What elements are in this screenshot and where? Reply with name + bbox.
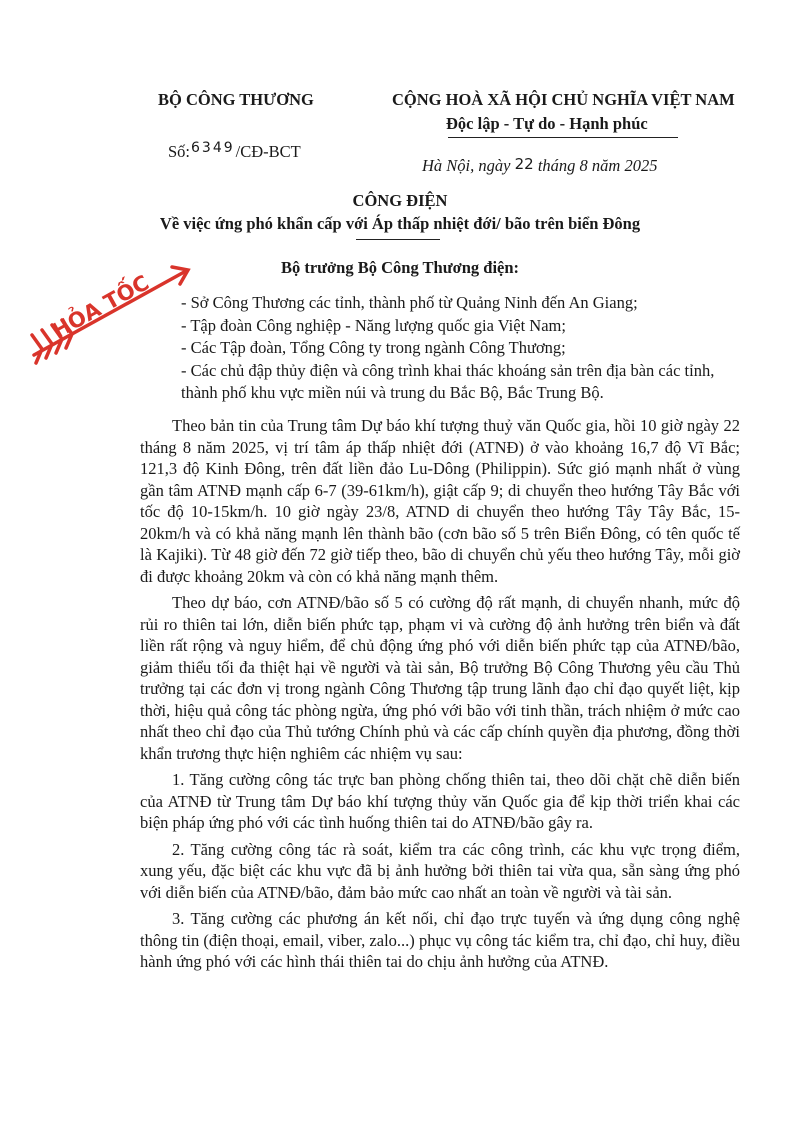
document-type: CÔNG ĐIỆN (352, 191, 448, 210)
task-item-1: 1. Tăng cường công tác trực ban phòng chống thiên tai, theo dõi chặt chẽ diễn biến của ATNĐ từ Trung tâm Dự báo khí tượng thủy văn Quốc gia để kịp thời triển khai các biện pháp ứng phó với các tình huống thiên tai do ATNĐ/bão gây ra. (140, 770, 740, 832)
handwritten-day: 22 (514, 155, 534, 173)
document-number (168, 142, 301, 162)
recipient-item: - Sở Công Thương các tỉnh, thành phố từ Quảng Ninh đến An Giang; (181, 293, 638, 312)
subject-underline (356, 239, 440, 240)
task-item-2: 2. Tăng cường công tác rà soát, kiểm tra các công trình, các khu vực trọng điểm, xung yếu, đặc biệt các khu vực đã bị ảnh hưởng bởi thiên tai vừa qua, sẵn sàng ứng phó với diễn biến của ATNĐ/bão, đảm bảo mức cao nhất an toàn về người và tài sản. (140, 839, 740, 902)
recipient-item: - Các chủ đập thủy điện và công trình khai thác khoáng sản trên địa bàn các tỉnh, thành phố khu vực miền núi và trung du Bắc Bộ, Bắc Trung Bộ. (181, 360, 715, 402)
body-paragraph: Theo dự báo, cơn ATNĐ/bão số 5 có cường độ rất mạnh, di chuyển nhanh, mức độ rủi ro thiên tai lớn, diễn biến phức tạp, phạm vi và cường độ ảnh hưởng trên biển và đất liền rất rộng và nguy hiểm, để chủ động ứng phó với diễn biến phức tạp của ATNĐ/bão, giảm thiểu tối đa thiệt hại về người và tài sản, Bộ trưởng Bộ Công Thương yêu cầu Thủ trưởng tại các đơn vị trong ngành Công Thương tập trung lãnh đạo chỉ đạo quyết liệt, kịp thời, hiệu quả công tác phòng ngừa, ứng phó với bão với tinh thần, trách nhiệm ở mức cao nhất theo chỉ đạo của Thủ tướng Chính phủ và các cấp chính quyền địa phương, đồng thời khẩn trương thực hiện nghiêm các nhiệm vụ sau: (140, 593, 740, 763)
issuing-ministry: BỘ CÔNG THƯƠNG (158, 90, 314, 109)
number-suffix: /CĐ-BCT (235, 142, 301, 161)
recipient-item: - Các Tập đoàn, Tổng Công ty trong ngành Công Thương; (181, 338, 566, 357)
motto-underline (448, 137, 678, 138)
addresser-line: Bộ trưởng Bộ Công Thương điện: (280, 258, 520, 277)
place-date (422, 156, 657, 176)
task-item-3: 3. Tăng cường các phương án kết nối, chỉ đạo trực tuyến và ứng dụng công nghệ thông tin (điện thoại, email, viber, zalo...) phục vụ công tác kiểm tra, chỉ đạo, chỉ huy, điều hành ứng phó với các hình thái thiên tai do chịu ảnh hưởng của ATNĐ. (140, 909, 740, 971)
place-date-suffix: tháng 8 năm 2025 (537, 156, 658, 175)
national-motto: Độc lập - Tự do - Hạnh phúc (446, 114, 648, 133)
body-paragraph: Theo bản tin của Trung tâm Dự báo khí tượng thuỷ văn Quốc gia, hồi 10 giờ ngày 22 tháng 8 năm 2025, vị trí tâm áp thấp nhiệt đới (ATNĐ) ở vào khoảng 16,7 độ Vĩ Bắc; 121,3 độ Kinh Đông, trên đất liền đảo Lu-Dông (Philippin). Sức gió mạnh nhất ở vùng gần tâm ATNĐ mạnh cấp 6-7 (39-61km/h), giật cấp 9; di chuyển theo hướng Tây Bắc với tốc độ 10-15km/h. 10 giờ ngày 23/8, ATND di chuyển theo hướng Tây Tây Bắc, 15-20km/h và có khả năng mạnh lên thành bão (cơn bão số 5 trên Biển Đông, có tên quốc tế là Kajiki). Từ 48 giờ đến 72 giờ tiếp theo, bão di chuyển chủ yếu theo hướng Tây, mỗi giờ đi được khoảng 20km và còn có khả năng mạnh thêm. (140, 416, 740, 586)
stamp-text: HỎA TỐC (48, 270, 154, 344)
number-prefix: Số: (168, 142, 191, 161)
recipient-list (181, 292, 741, 405)
national-title: CỘNG HOÀ XÃ HỘI CHỦ NGHĨA VIỆT NAM (392, 90, 735, 109)
handwritten-number: 6349 (191, 140, 235, 156)
recipient-item: - Tập đoàn Công nghiệp - Năng lượng quốc gia Việt Nam; (181, 315, 566, 335)
document-subject: Về việc ứng phó khẩn cấp với Áp thấp nhiệt đới/ bão trên biển Đông (159, 214, 641, 233)
document-body (140, 415, 740, 978)
place-date-prefix: Hà Nội, ngày (422, 156, 511, 175)
